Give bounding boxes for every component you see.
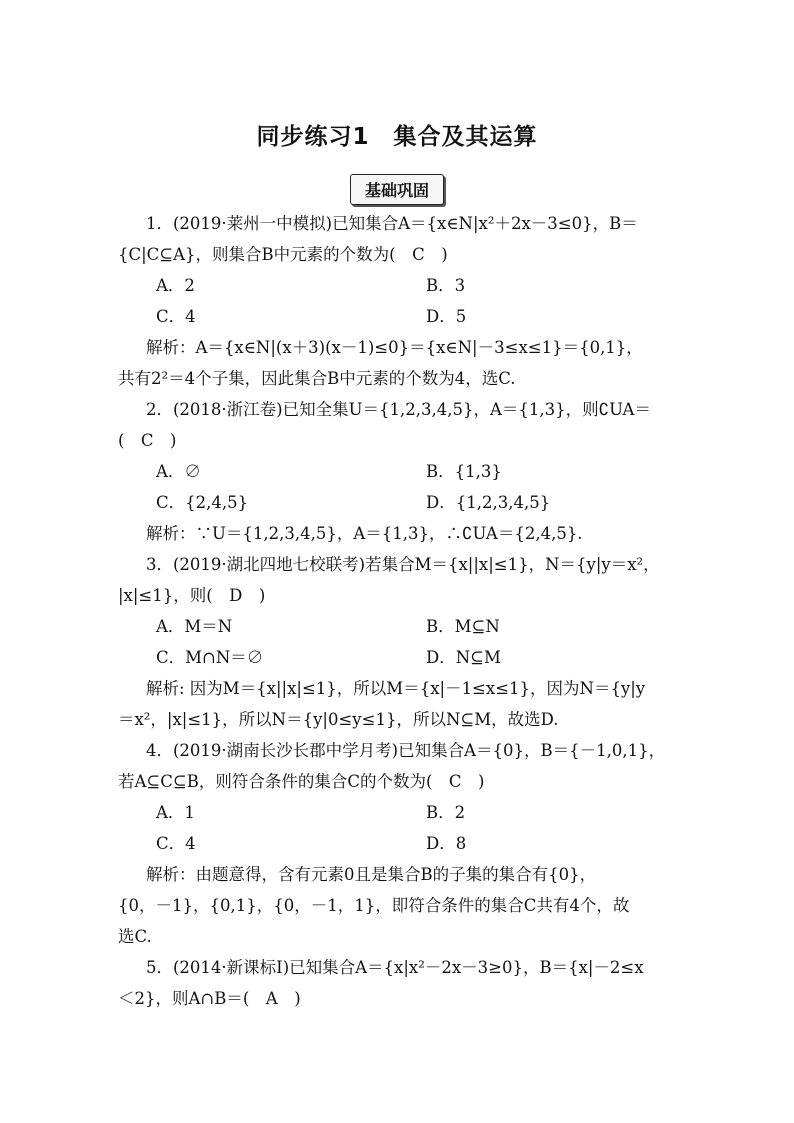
section-badge: 基础巩固 [350, 174, 444, 205]
q4-solution-1: 解析：由题意得，含有元素0且是集合B的子集的集合有{0}， [146, 865, 597, 884]
q2-line-2: ( C ) [118, 431, 177, 450]
q3-option-b: B．M⊆N [426, 617, 500, 636]
q5-line-1: 5．(2014·新课标Ⅰ)已知集合A＝{x|x²－2x－3≥0}，B＝{x|－2≤x [146, 958, 644, 977]
q1-option-c: C．4 [156, 307, 196, 326]
q4-solution-2: {0，－1}，{0,1}，{0，－1，1}，即符合条件的集合C共有4个，故 [118, 896, 630, 915]
q2-option-b: B．{1,3} [426, 462, 502, 481]
q4-option-a: A．1 [156, 803, 195, 822]
q4-solution-3: 选C. [118, 927, 152, 946]
q3-option-a: A．M＝N [156, 617, 233, 636]
q2-line-1: 2．(2018·浙江卷)已知全集U＝{1,2,3,4,5}，A＝{1,3}，则∁UA＝ [146, 400, 651, 419]
q1-option-b: B．3 [426, 276, 466, 295]
q3-line-2: |x|≤1}，则( D ) [118, 586, 266, 605]
q1-option-a: A．2 [156, 276, 195, 295]
q3-option-d: D．N⊆M [426, 648, 501, 667]
q4-line-1: 4．(2019·湖南长沙长郡中学月考)已知集合A＝{0}，B＝{－1,0,1}， [146, 741, 666, 760]
q1-line-1: 1．(2019·莱州一中模拟)已知集合A＝{x∈N|x²＋2x－3≤0}，B＝ [146, 214, 638, 233]
q4-option-b: B．2 [426, 803, 466, 822]
q3-solution-1: 解析: 因为M＝{x||x|≤1}，所以M＝{x|－1≤x≤1}，因为N＝{y|y [146, 679, 646, 698]
q4-option-c: C．4 [156, 834, 196, 853]
q1-option-d: D．5 [426, 307, 467, 326]
q2-option-a: A．∅ [156, 462, 201, 481]
q3-solution-2: ＝x²，|x|≤1}，所以N＝{y|0≤y≤1}，所以N⊆M，故选D. [118, 710, 559, 729]
q1-solution-1: 解析：A＝{x∈N|(x＋3)(x－1)≤0}＝{x∈N|－3≤x≤1}＝{0,1}， [146, 338, 643, 357]
q3-option-c: C．M∩N＝∅ [156, 648, 264, 667]
q2-option-c: C．{2,4,5} [156, 493, 249, 512]
q2-solution: 解析：∵U＝{1,2,3,4,5}，A＝{1,3}，∴∁UA＝{2,4,5}. [146, 524, 583, 543]
q1-solution-2: 共有2²＝4个子集，因此集合B中元素的个数为4，选C. [118, 369, 516, 388]
q3-line-1: 3．(2019·湖北四地七校联考)若集合M＝{x||x|≤1}，N＝{y|y＝x²， [146, 555, 660, 574]
q2-option-d: D．{1,2,3,4,5} [426, 493, 551, 512]
q1-line-2: {C|C⊆A}，则集合B中元素的个数为( C ) [118, 245, 448, 264]
exercise-content [118, 208, 678, 1014]
q4-option-d: D．8 [426, 834, 467, 853]
page-title: 同步练习1 集合及其运算 [256, 124, 538, 150]
q5-line-2: ＜2}，则A∩B＝( A ) [118, 989, 301, 1008]
q4-line-2: 若A⊆C⊆B，则符合条件的集合C的个数为( C ) [118, 772, 485, 791]
